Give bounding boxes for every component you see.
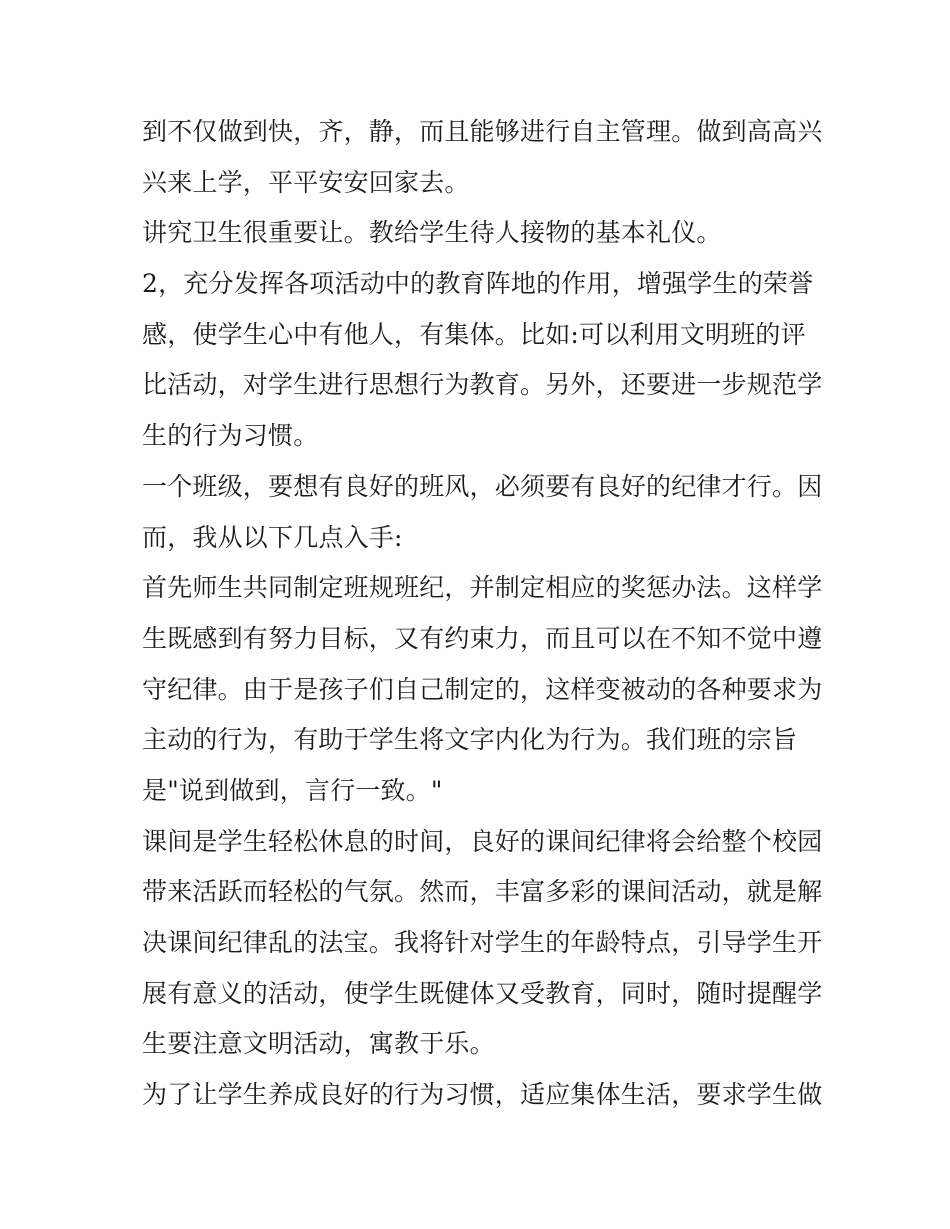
text-line: 一个班级，要想有良好的班风，必须要有良好的纪律才行。因 [142,471,823,501]
text-line: 课间是学生轻松休息的时间，良好的课间纪律将会给整个校园 [142,826,823,856]
text-line: 展有意义的活动，使学生既健体又受教育，同时，随时提醒学 [142,978,823,1008]
text-line: 比活动，对学生进行思想行为教育。另外，还要进一步规范学 [142,370,823,400]
text-line: 首先师生共同制定班规班纪，并制定相应的奖惩办法。这样学 [142,573,823,603]
text-line: 感，使学生心中有他人，有集体。比如:可以利用文明班的评 [142,319,806,349]
text-line: 决课间纪律乱的法宝。我将针对学生的年龄特点，引导学生开 [142,928,823,957]
text-line: 到不仅做到快，齐，静，而且能够进行自主管理。做到高高兴 [142,117,823,146]
text-line: 生的行为习惯。 [142,421,319,451]
text-line: 是"说到做到，言行一致。" [142,775,443,805]
text-line: 生既感到有努力目标，又有约束力，而且可以在不知不觉中遵 [142,623,823,653]
text-line: 守纪律。由于是孩子们自己制定的，这样变被动的各种要求为 [142,674,823,704]
text-line: 主动的行为，有助于学生将文字内化为行为。我们班的宗旨 [142,725,798,755]
text-line: 2，充分发挥各项活动中的教育阵地的作用，增强学生的荣誉 [142,269,814,299]
text-line: 生要注意文明活动，寓教于乐。 [142,1029,495,1059]
text-line: 讲究卫生很重要让。教给学生待人接物的基本礼仪。 [142,218,722,248]
text-line: 而，我从以下几点入手: [142,522,403,552]
text-line: 兴来上学，平平安安回家去。 [142,167,470,197]
text-line: 带来活跃而轻松的气氛。然而，丰富多彩的课间活动，就是解 [142,877,823,907]
document-body [142,107,822,1121]
text-line: 为了让学生养成良好的行为习惯，适应集体生活，要求学生做 [142,1080,823,1110]
